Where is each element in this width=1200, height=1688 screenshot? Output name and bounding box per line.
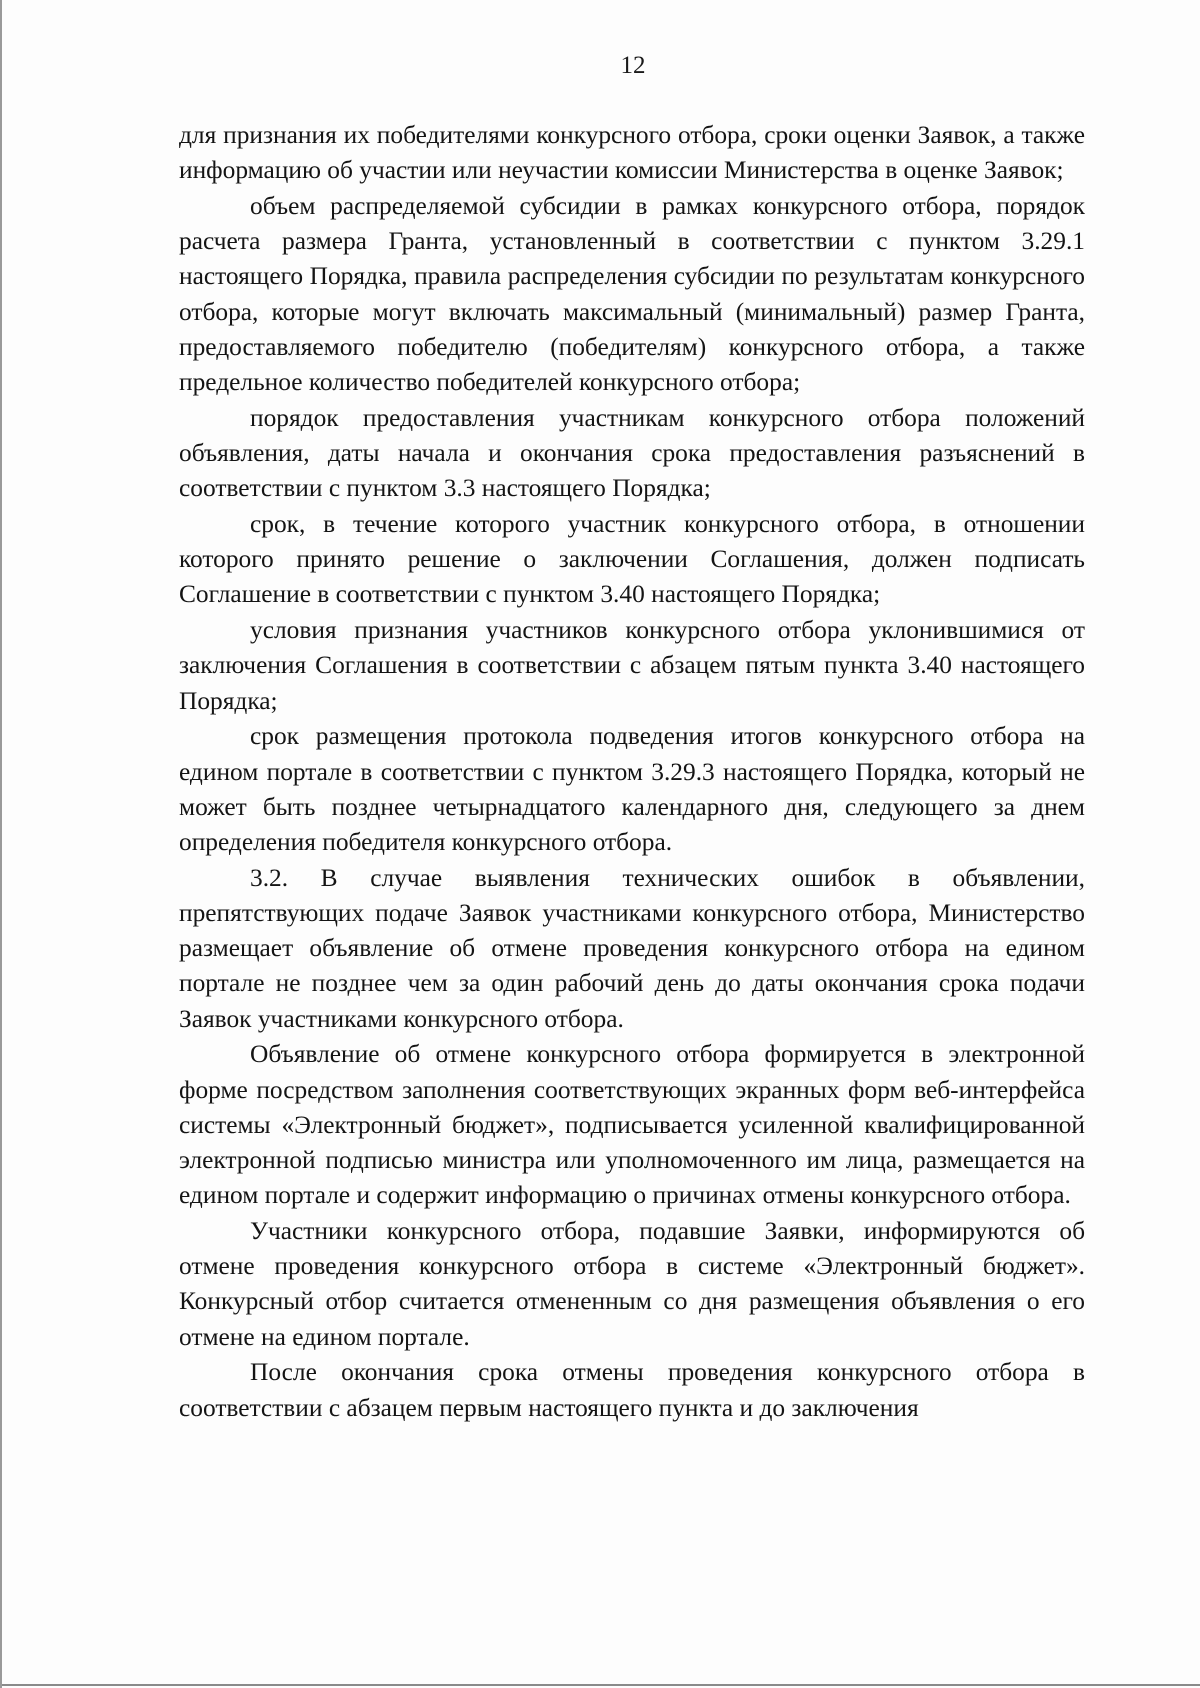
paragraph: срок размещения протокола подведения итогов конкурсного отбора на едином портале в соответствии с пунктом 3.29.3 настоящего Порядка, который не может быть позднее четырнадцатого календарного дня, следующего за днем определения победителя конкурсного отбора.	[179, 722, 1085, 857]
paragraph: Объявление об отмене конкурсного отбора формируется в электронной форме посредством заполнения соответствующих экранных форм веб-интерфейса системы «Электронный бюджет», подписывается усиленной квалифицированной электронной подписью министра или уполномоченного им лица, размещается на едином портале и содержит информацию о причинах отмены конкурсного отбора.	[179, 1040, 1085, 1210]
paragraph: срок, в течение которого участник конкурсного отбора, в отношении которого принято решение о заключении Соглашения, должен подписать Соглашение в соответствии с пунктом 3.40 настоящего Порядка;	[179, 510, 1085, 609]
paragraph: для признания их победителями конкурсного отбора, сроки оценки Заявок, а также информацию об участии или неучастии комиссии Министерства в оценке Заявок;	[179, 121, 1085, 185]
paragraph: порядок предоставления участникам конкурсного отбора положений объявления, даты начала и окончания срока предоставления разъяснений в соответствии с пунктом 3.3 настоящего Порядка;	[179, 403, 1085, 503]
page-number: 12	[620, 52, 646, 79]
paragraph: условия признания участников конкурсного отбора уклонившимися от заключения Соглашения в соответствии с абзацем пятым пункта 3.40 настоящего Порядка;	[179, 616, 1085, 715]
paragraph: объем распределяемой субсидии в рамках конкурсного отбора, порядок расчета размера Гранта, установленный в соответствии с пунктом 3.29.1 настоящего Порядка, правила распределения субсидии по результатам конкурсного отбора, которые могут включать максимальный (минимальный) размер Гранта, предоставляемого победителю (победителям) конкурсного отбора, а также предельное количество победителей конкурсного отбора;	[179, 192, 1085, 397]
paragraph: 3.2. В случае выявления технических ошибок в объявлении, препятствующих подаче Заявок участниками конкурсного отбора, Министерство размещает объявление об отмене проведения конкурсного отбора на едином портале не позднее чем за один рабочий день до даты окончания срока подачи Заявок участниками конкурсного отбора.	[179, 863, 1085, 1033]
scan-edge-line	[2, 1684, 1200, 1686]
paragraph: Участники конкурсного отбора, подавшие Заявки, информируются об отмене проведения конкурсного отбора в системе «Электронный бюджет». Конкурсный отбор считается отмененным со дня размещения объявления о его отмене на едином портале.	[179, 1217, 1085, 1351]
document-body	[179, 118, 1085, 1426]
paragraph: После окончания срока отмены проведения конкурсного отбора в соответствии с абзацем первым настоящего пункта и до заключения	[179, 1358, 1085, 1422]
